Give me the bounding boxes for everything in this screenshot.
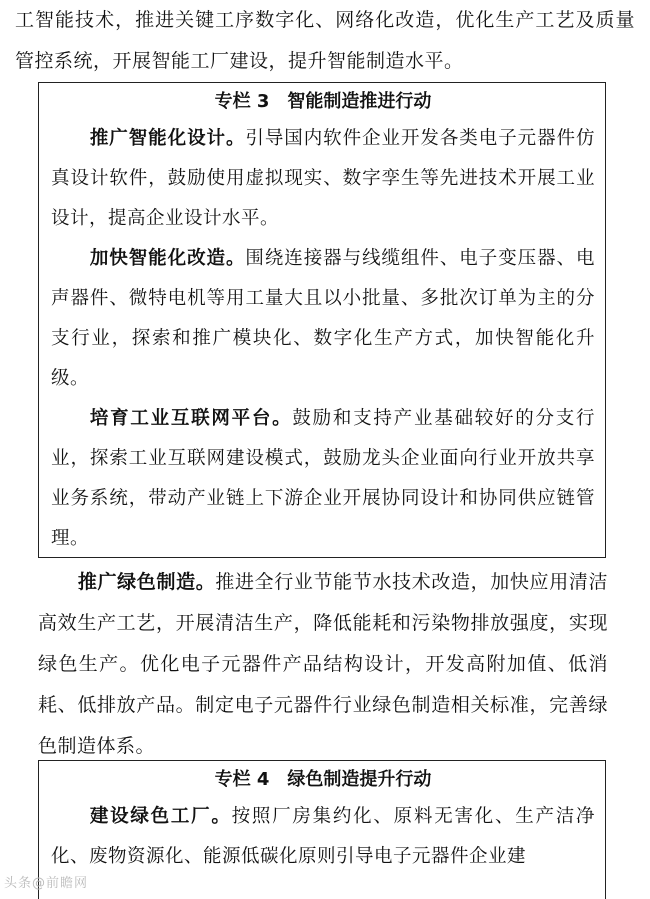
box-3-item-1 [51, 119, 595, 239]
box-4-item-1 [51, 797, 595, 877]
box-4-title: 专栏 4 绿色制造提升行动 [214, 769, 432, 790]
column-box-4 [38, 760, 606, 899]
box-4-item-1-heading: 建设绿色工厂。 [89, 806, 232, 827]
box-3-item-1-heading: 推广智能化设计。 [89, 128, 246, 149]
box-4-item-1-body: 按照厂房集约化、原料无害化、生产洁净化、废物资源化、能源低碳化原则引导电子元器件企业建 [51, 806, 595, 867]
box-3-item-3 [51, 399, 595, 559]
green-heading: 推广绿色制造。 [77, 571, 216, 593]
intro-paragraph: 工智能技术，推进关键工序数字化、网络化改造，优化生产工艺及质量管控系统，开展智能工厂建设，提升智能制造水平。 [15, 9, 635, 72]
box-3-item-3-body: 鼓励和支持产业基础较好的分支行业，探索工业互联网建设模式，鼓励龙头企业面向行业开放共享业务系统，带动产业链上下游企业开展协同设计和协同供应链管理。 [51, 408, 595, 549]
column-box-3 [38, 82, 606, 558]
box-3-item-2 [51, 239, 595, 399]
green-paragraph [38, 562, 608, 767]
box-3-item-2-body: 围绕连接器与线缆组件、电子变压器、电声器件、微特电机等用工量大且以小批量、多批次订单为主的分支行业，探索和推广模块化、数字化生产方式，加快智能化升级。 [51, 248, 595, 389]
box-3-item-2-heading: 加快智能化改造。 [89, 248, 246, 269]
box-3-item-3-heading: 培育工业互联网平台。 [89, 408, 293, 429]
watermark: 头条@前瞻网 [4, 876, 89, 891]
box-3-title: 专栏 3 智能制造推进行动 [214, 91, 432, 112]
green-body: 推进全行业节能节水技术改造，加快应用清洁高效生产工艺，开展清洁生产，降低能耗和污染物排放强度，实现绿色生产。优化电子元器件产品结构设计，开发高附加值、低消耗、低排放产品。制定电子元器件行业绿色制造相关标准，完善绿色制造体系。 [38, 571, 608, 757]
box-3-item-1-body: 引导国内软件企业开发各类电子元器件仿真设计软件，鼓励使用虚拟现实、数字孪生等先进技术开展工业设计，提高企业设计水平。 [51, 128, 595, 229]
